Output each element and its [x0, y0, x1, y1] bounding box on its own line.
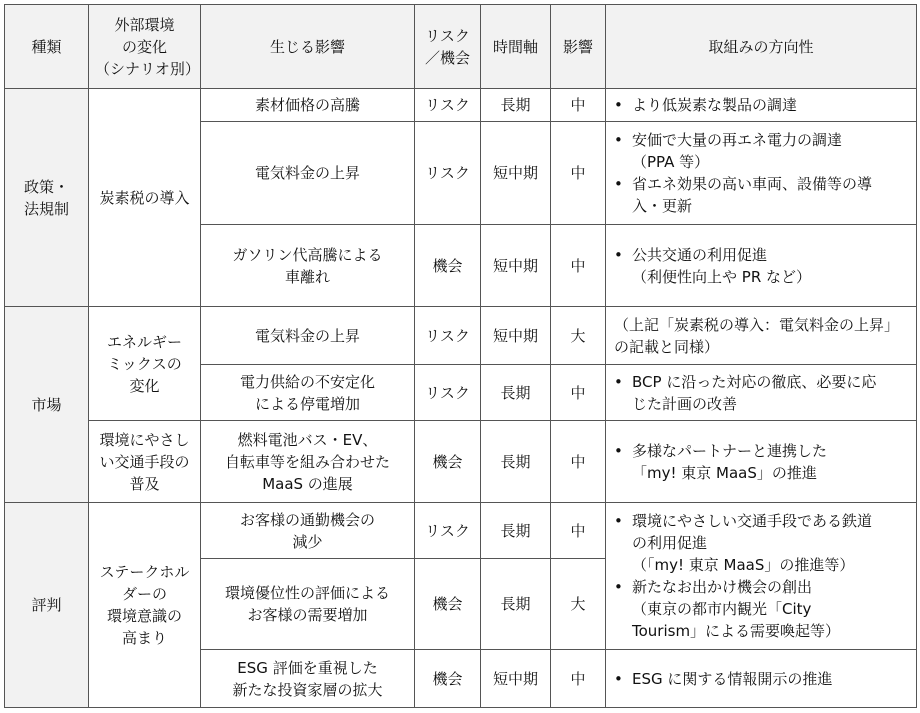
impact-cell: 大: [551, 307, 606, 365]
timeframe-cell: 長期: [481, 365, 551, 421]
effect-cell: お客様の通勤機会の 減少: [201, 503, 415, 559]
direction-cell: [606, 421, 917, 503]
direction-cell: [606, 503, 917, 650]
effect-cell: 燃料電池バス・EV、 自転車等を組み合わせた MaaS の進展: [201, 421, 415, 503]
change-stakeholder: ステークホル ダーの 環境意識の 高まり: [89, 503, 201, 708]
impact-cell: 中: [551, 225, 606, 307]
table-row: [5, 307, 917, 365]
impact-cell: 中: [551, 89, 606, 122]
climate-risk-table: [4, 4, 917, 708]
effect-cell: 電気料金の上昇: [201, 122, 415, 225]
effect-cell: 素材価格の高騰: [201, 89, 415, 122]
header-risk-opportunity: リスク ／機会: [415, 5, 481, 89]
category-policy: 政策・ 法規制: [5, 89, 89, 307]
direction-cell: [606, 122, 917, 225]
direction-cell: [606, 650, 917, 708]
header-effect: 生じる影響: [201, 5, 415, 89]
risk-opportunity-cell: 機会: [415, 225, 481, 307]
impact-cell: 中: [551, 122, 606, 225]
effect-cell: 環境優位性の評価による お客様の需要増加: [201, 559, 415, 650]
direction-item: • BCP に沿った対応の徹底、必要に応 じた計画の改善: [614, 371, 910, 415]
direction-item: • より低炭素な製品の調達: [614, 94, 910, 116]
risk-opportunity-cell: リスク: [415, 122, 481, 225]
header-timeframe: 時間軸: [481, 5, 551, 89]
timeframe-cell: 短中期: [481, 122, 551, 225]
risk-opportunity-cell: 機会: [415, 421, 481, 503]
effect-cell: 電力供給の不安定化 による停電増加: [201, 365, 415, 421]
direction-item: • 多様なパートナーと連携した 「my! 東京 MaaS」の推進: [614, 440, 910, 484]
header-direction: 取組みの方向性: [606, 5, 917, 89]
impact-cell: 中: [551, 650, 606, 708]
timeframe-cell: 長期: [481, 559, 551, 650]
effect-cell: ガソリン代高騰による 車離れ: [201, 225, 415, 307]
timeframe-cell: 長期: [481, 89, 551, 122]
table-row: [5, 89, 917, 122]
timeframe-cell: 長期: [481, 421, 551, 503]
timeframe-cell: 短中期: [481, 307, 551, 365]
table-row: [5, 421, 917, 503]
direction-item: • 公共交通の利用促進 （利便性向上や PR など）: [614, 244, 910, 288]
effect-cell: ESG 評価を重視した 新たな投資家層の拡大: [201, 650, 415, 708]
direction-item: • 環境にやさしい交通手段である鉄道 の利用促進 （「my! 東京 MaaS」の推進等）: [614, 510, 910, 576]
timeframe-cell: 長期: [481, 503, 551, 559]
risk-opportunity-cell: リスク: [415, 503, 481, 559]
direction-cell: [606, 89, 917, 122]
change-eco-transport: 環境にやさし い交通手段の 普及: [89, 421, 201, 503]
header-impact: 影響: [551, 5, 606, 89]
category-reputation: 評判: [5, 503, 89, 708]
table-row: [5, 503, 917, 559]
risk-opportunity-cell: リスク: [415, 89, 481, 122]
category-market: 市場: [5, 307, 89, 503]
impact-cell: 大: [551, 559, 606, 650]
direction-item: • 省エネ効果の高い車両、設備等の導 入・更新: [614, 173, 910, 217]
risk-opportunity-cell: リスク: [415, 307, 481, 365]
timeframe-cell: 短中期: [481, 225, 551, 307]
risk-opportunity-cell: リスク: [415, 365, 481, 421]
timeframe-cell: 短中期: [481, 650, 551, 708]
direction-item: • 安価で大量の再エネ電力の調達 （PPA 等）: [614, 129, 910, 173]
header-type: 種類: [5, 5, 89, 89]
impact-cell: 中: [551, 503, 606, 559]
direction-note: （上記「炭素税の導入：電気料金の上昇」 の記載と同様）: [606, 307, 917, 365]
direction-cell: [606, 225, 917, 307]
risk-opportunity-cell: 機会: [415, 650, 481, 708]
direction-item: • ESG に関する情報開示の推進: [614, 668, 910, 690]
effect-cell: 電気料金の上昇: [201, 307, 415, 365]
change-carbon-tax: 炭素税の導入: [89, 89, 201, 307]
change-energy-mix: エネルギー ミックスの 変化: [89, 307, 201, 421]
direction-cell: [606, 365, 917, 421]
impact-cell: 中: [551, 365, 606, 421]
risk-opportunity-cell: 機会: [415, 559, 481, 650]
impact-cell: 中: [551, 421, 606, 503]
header-change: 外部環境 の変化 （シナリオ別）: [89, 5, 201, 89]
direction-item: • 新たなお出かけ機会の創出 （東京の都市内観光「City Tourism」による需要喚起等）: [614, 576, 910, 642]
